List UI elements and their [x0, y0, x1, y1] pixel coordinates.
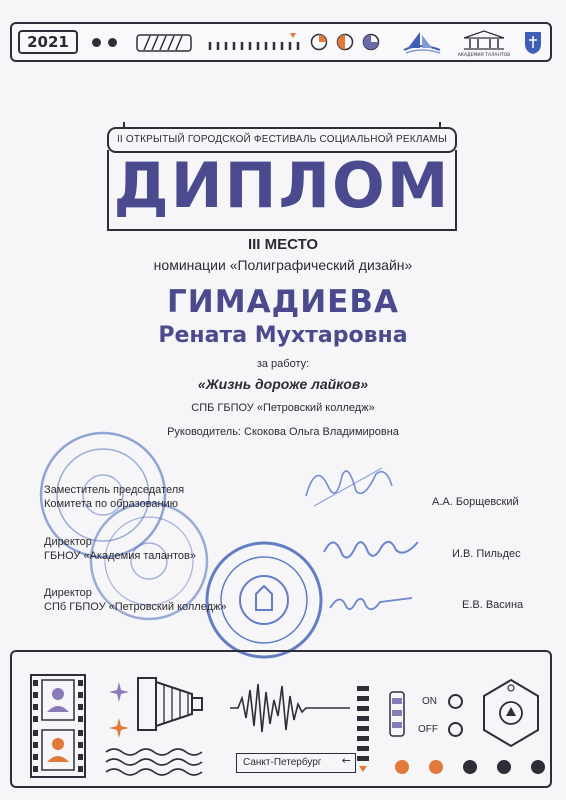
- academy-of-talents-logo-icon: [456, 28, 512, 58]
- signatory-role-2-line1: Директор: [44, 536, 92, 548]
- waves-icon: [104, 746, 214, 780]
- signatory-name-1: А.А. Борщевский: [432, 496, 519, 508]
- top-bar: [10, 22, 552, 62]
- sound-wave-icon: [228, 678, 352, 738]
- for-work-label: за работу:: [256, 358, 310, 370]
- signature-borshchevsky: [296, 456, 400, 512]
- pie-half-icon: [336, 33, 354, 51]
- supervisor-label: Руководитель: Скокова Ольга Владимировна: [167, 426, 399, 438]
- level-bars-icon: [356, 684, 370, 774]
- dot-icon: [92, 38, 101, 47]
- diploma-title: ДИПЛОМ: [113, 149, 451, 222]
- city-name: Санкт-Петербург: [243, 757, 322, 768]
- signatory-name-3: Е.В. Васина: [462, 599, 524, 611]
- recipient-surname: ГИМАДИЕВА: [167, 284, 399, 320]
- arrow-left-icon: ←: [341, 754, 351, 767]
- year-badge: 2021: [18, 30, 78, 54]
- on-label: ON: [422, 696, 437, 707]
- diagonal-stripes-icon: [136, 34, 192, 52]
- signatory-role-2: [44, 535, 196, 563]
- college-crest-logo-icon: [522, 28, 544, 56]
- control-dial-icon: [476, 674, 546, 754]
- slider-column-icon: [388, 690, 406, 738]
- place-label: III МЕСТО: [247, 236, 319, 253]
- sail-logo-icon: [400, 28, 444, 56]
- dot-icon: [108, 38, 117, 47]
- signatory-name-2: И.В. Пильдес: [452, 548, 521, 560]
- signatory-role-1: [44, 483, 184, 511]
- pie-three-quarter-icon: [362, 33, 380, 51]
- diploma-title-block: [106, 120, 458, 232]
- institution-label: СПБ ГБПОУ «Петровский колледж»: [191, 402, 375, 414]
- sparkle-icons: [108, 680, 130, 740]
- film-strip-icon: [30, 674, 86, 778]
- nomination-label: номинации «Полиграфический дизайн»: [153, 257, 413, 273]
- pie-quarter-icon: [310, 33, 328, 51]
- signature-vasina: [326, 588, 416, 618]
- signatory-role-1-line2: Комитета по образованию: [44, 498, 178, 510]
- signatory-role-3-line1: Директор: [44, 587, 92, 599]
- bottom-decor-panel: [10, 650, 552, 788]
- bellows-camera-icon: [136, 672, 216, 736]
- city-label-box: [236, 753, 356, 773]
- on-toggle: [448, 694, 463, 709]
- recipient-given-names: Рената Мухтаровна: [158, 323, 408, 348]
- off-label: OFF: [418, 724, 438, 735]
- signatory-role-3-line2: СПб ГБПОУ «Петровский колледж»: [44, 601, 227, 613]
- signature-pildes: [320, 528, 424, 568]
- work-title: «Жизнь дороже лайков»: [197, 376, 369, 392]
- signatory-role-3: [44, 586, 227, 614]
- gear-buttons-icon: [392, 756, 548, 778]
- festival-name: II ОТКРЫТЫЙ ГОРОДСКОЙ ФЕСТИВАЛЬ СОЦИАЛЬНОЙ РЕКЛАМЫ: [116, 134, 448, 145]
- signatory-role-1-line1: Заместитель председателя: [44, 484, 185, 496]
- ruler-icon: [208, 32, 304, 54]
- off-toggle: [448, 722, 463, 737]
- academy-logo-text: АКАДЕМИЯ ТАЛАНТОВ: [457, 53, 511, 58]
- signatory-role-2-line2: ГБНОУ «Академия талантов»: [44, 550, 196, 562]
